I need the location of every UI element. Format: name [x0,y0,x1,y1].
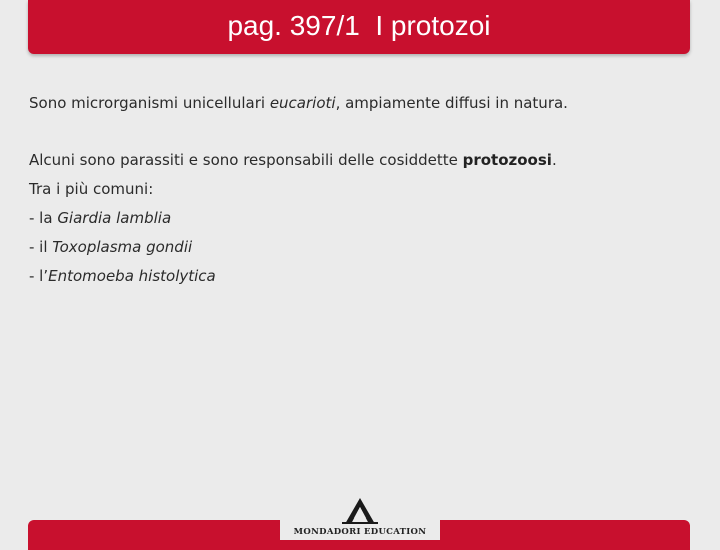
title-bar [28,0,690,54]
paragraph-parasites-end: . [551,151,557,169]
mondadori-logo-icon [339,497,381,525]
slide-title: pag. 397/1 I protozoi [227,10,491,41]
list-item-species: Giardia lamblia [57,209,172,227]
list-item-prefix: - il [29,238,53,256]
paragraph-parasites-term: protozoosi [462,151,552,169]
paragraph-intro [29,94,689,112]
list-item [29,238,689,256]
footer-brand: MONDADORI EDUCATION [293,527,427,537]
list-item-species: Toxoplasma gondii [52,238,193,256]
list-item [29,267,689,285]
paragraph-intro-end: , ampiamente diffusi in natura. [335,94,568,112]
list-item-species: Entomoeba histolytica [48,267,216,285]
slide-content [29,94,689,285]
list-item [29,209,689,227]
paragraph-parasites-text: Alcuni sono parassiti e sono responsabili delle cosiddette [29,151,463,169]
list-item-prefix: - la [29,209,58,227]
paragraph-intro-emphasis: eucarioti [269,94,336,112]
list-item-prefix: - l’ [29,267,49,285]
paragraph-common: Tra i più comuni: [29,180,154,198]
paragraph-parasites [29,151,689,169]
paragraph-intro-text: Sono microrganismi unicellulari [29,94,270,112]
